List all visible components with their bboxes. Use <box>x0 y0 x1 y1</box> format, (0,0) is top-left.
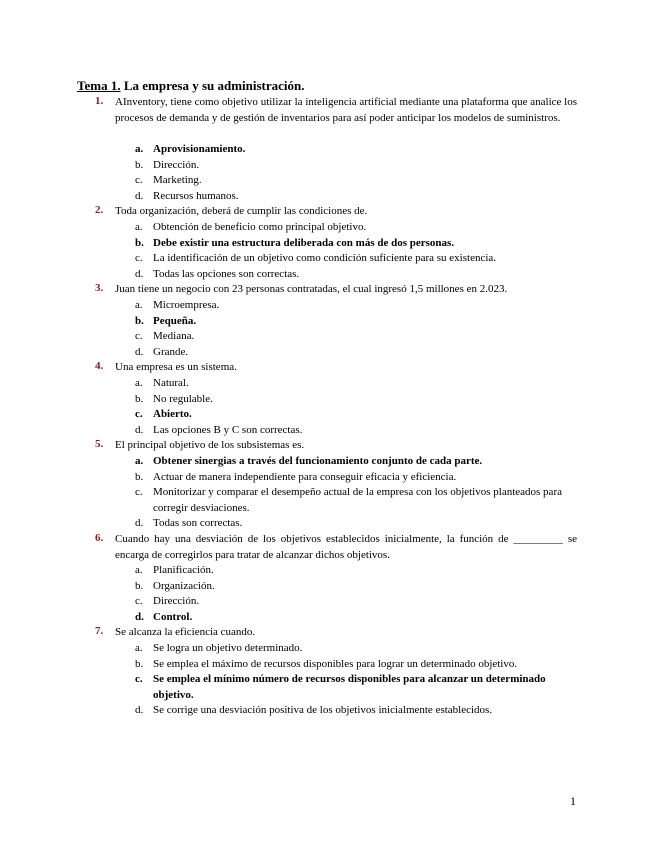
option-c <box>135 594 580 610</box>
question-text: Se alcanza la eficiencia cuando. <box>115 626 256 638</box>
option-letter: b. <box>135 657 144 670</box>
option-b <box>135 657 580 673</box>
option-text: Debe existir una estructura deliberada con más de dos personas. <box>153 236 455 249</box>
option-b <box>135 314 580 330</box>
question-number: 3. <box>95 282 104 294</box>
question-text: Juan tiene un negocio con 23 personas contratadas, el cual ingresó 1,5 millones en 2.023. <box>115 283 508 295</box>
section-title-text: La empresa y su administración. <box>120 78 305 93</box>
option-letter: b. <box>135 470 144 483</box>
option-text: Natural. <box>153 377 189 389</box>
option-text: Se logra un objetivo determinado. <box>153 642 303 654</box>
question-number: 2. <box>95 204 104 216</box>
option-letter: c. <box>135 408 143 420</box>
option-text: Marketing. <box>153 174 202 186</box>
option-d <box>135 703 580 719</box>
option-b <box>135 392 580 408</box>
option-text: Obtención de beneficio como principal objetivo. <box>153 221 367 233</box>
option-a <box>135 220 580 236</box>
option-text: La identificación de un objetivo como condición suficiente para su existencia. <box>153 252 497 264</box>
option-letter: c. <box>135 174 143 186</box>
option-text: Monitorizar y comparar el desempeño actual de la empresa con los objetivos planteados para corregir desviaciones. <box>153 486 562 514</box>
question-number: 6. <box>95 532 104 544</box>
question-text: Cuando hay una desviación de los objetivos establecidos inicialmente, la función de _________ se encarga de corregirlos para tratar de alcanzar dichos objetivos. <box>115 533 577 561</box>
option-letter: d. <box>135 610 144 623</box>
option-letter: b. <box>135 236 144 249</box>
option-a <box>135 298 580 314</box>
option-letter: c. <box>135 673 143 685</box>
option-text: Se emplea el máximo de recursos disponibles para lograr un determinado objetivo. <box>153 657 518 670</box>
option-text: Obtener sinergias a través del funcionamiento conjunto de cada parte. <box>153 455 483 467</box>
option-letter: a. <box>135 642 143 654</box>
question-text: Una empresa es un sistema. <box>115 361 237 373</box>
option-a <box>135 376 580 392</box>
option-text: Grande. <box>153 345 189 358</box>
option-text: Mediana. <box>153 330 195 342</box>
option-text: Organización. <box>153 579 215 592</box>
option-letter: b. <box>135 314 144 327</box>
option-d <box>135 345 580 361</box>
question-7 <box>77 625 577 641</box>
option-d <box>135 516 580 532</box>
option-c <box>135 485 580 516</box>
options-2 <box>135 220 580 282</box>
option-b <box>135 470 580 486</box>
question-1 <box>77 95 577 126</box>
option-text: Todas las opciones son correctas. <box>153 267 300 280</box>
option-d <box>135 267 580 283</box>
option-text: Se corrige una desviación positiva de los objetivos inicialmente establecidos. <box>153 704 493 716</box>
option-a <box>135 563 580 579</box>
option-text: Control. <box>153 610 193 623</box>
option-letter: a. <box>135 299 143 311</box>
option-letter: b. <box>135 579 144 592</box>
option-text: Dirección. <box>153 158 200 171</box>
option-letter: d. <box>135 267 144 280</box>
option-letter: d. <box>135 345 144 358</box>
option-d <box>135 423 580 439</box>
option-letter: a. <box>135 377 143 389</box>
options-6 <box>135 563 580 625</box>
option-text: Microempresa. <box>153 299 220 311</box>
option-letter: a. <box>135 143 144 155</box>
option-letter: c. <box>135 486 143 498</box>
option-letter: c. <box>135 252 143 264</box>
option-b <box>135 236 580 252</box>
option-text: Planificación. <box>153 564 214 576</box>
option-letter: a. <box>135 221 143 233</box>
options-1 <box>135 142 580 204</box>
option-letter: a. <box>135 564 143 576</box>
section-title-prefix: Tema 1. <box>77 78 121 93</box>
option-b <box>135 158 580 174</box>
option-letter: d. <box>135 704 144 716</box>
option-letter: d. <box>135 189 144 202</box>
option-letter: d. <box>135 423 144 436</box>
option-letter: b. <box>135 392 144 405</box>
option-text: Dirección. <box>153 595 200 607</box>
option-letter: b. <box>135 158 144 171</box>
options-3 <box>135 298 580 360</box>
option-d <box>135 610 580 626</box>
question-text: El principal objetivo de los subsistemas es. <box>115 439 305 451</box>
option-a <box>135 641 580 657</box>
option-text: No regulable. <box>153 392 213 405</box>
option-text: Recursos humanos. <box>153 189 239 202</box>
option-letter: c. <box>135 330 143 342</box>
question-number: 5. <box>95 438 104 450</box>
question-5 <box>77 438 577 454</box>
options-7 <box>135 641 580 719</box>
option-b <box>135 579 580 595</box>
option-a <box>135 142 580 158</box>
option-c <box>135 407 580 423</box>
question-number: 4. <box>95 360 104 372</box>
option-c <box>135 173 580 189</box>
option-d <box>135 189 580 205</box>
question-number: 1. <box>95 95 104 107</box>
question-text: AInventory, tiene como objetivo utilizar la inteligencia artificial mediante una plataforma que analice los procesos de demanda y de gestión de inventarios para así poder anticipar los modelos de suministros. <box>115 96 577 124</box>
page-number: 1 <box>570 794 576 808</box>
option-c <box>135 251 580 267</box>
option-text: Aprovisionamiento. <box>153 143 246 155</box>
option-c <box>135 329 580 345</box>
option-c <box>135 672 580 703</box>
question-number: 7. <box>95 625 104 637</box>
option-text: Las opciones B y C son correctas. <box>153 423 303 436</box>
option-letter: a. <box>135 455 144 467</box>
option-letter: c. <box>135 595 143 607</box>
options-4 <box>135 376 580 438</box>
options-5 <box>135 454 580 532</box>
question-text: Toda organización, deberá de cumplir las condiciones de. <box>115 205 368 217</box>
option-letter: d. <box>135 517 144 529</box>
option-text: Todas son correctas. <box>153 517 243 529</box>
option-text: Actuar de manera independiente para conseguir eficacia y eficiencia. <box>153 470 457 483</box>
option-text: Se emplea el mínimo número de recursos disponibles para alcanzar un determinado objetivo. <box>153 673 546 701</box>
question-6 <box>77 532 577 563</box>
question-4 <box>77 360 577 376</box>
option-text: Abierto. <box>153 408 192 420</box>
question-2 <box>77 204 577 220</box>
option-a <box>135 454 580 470</box>
option-text: Pequeña. <box>153 314 197 327</box>
section-title <box>77 78 305 94</box>
question-3 <box>77 282 577 298</box>
